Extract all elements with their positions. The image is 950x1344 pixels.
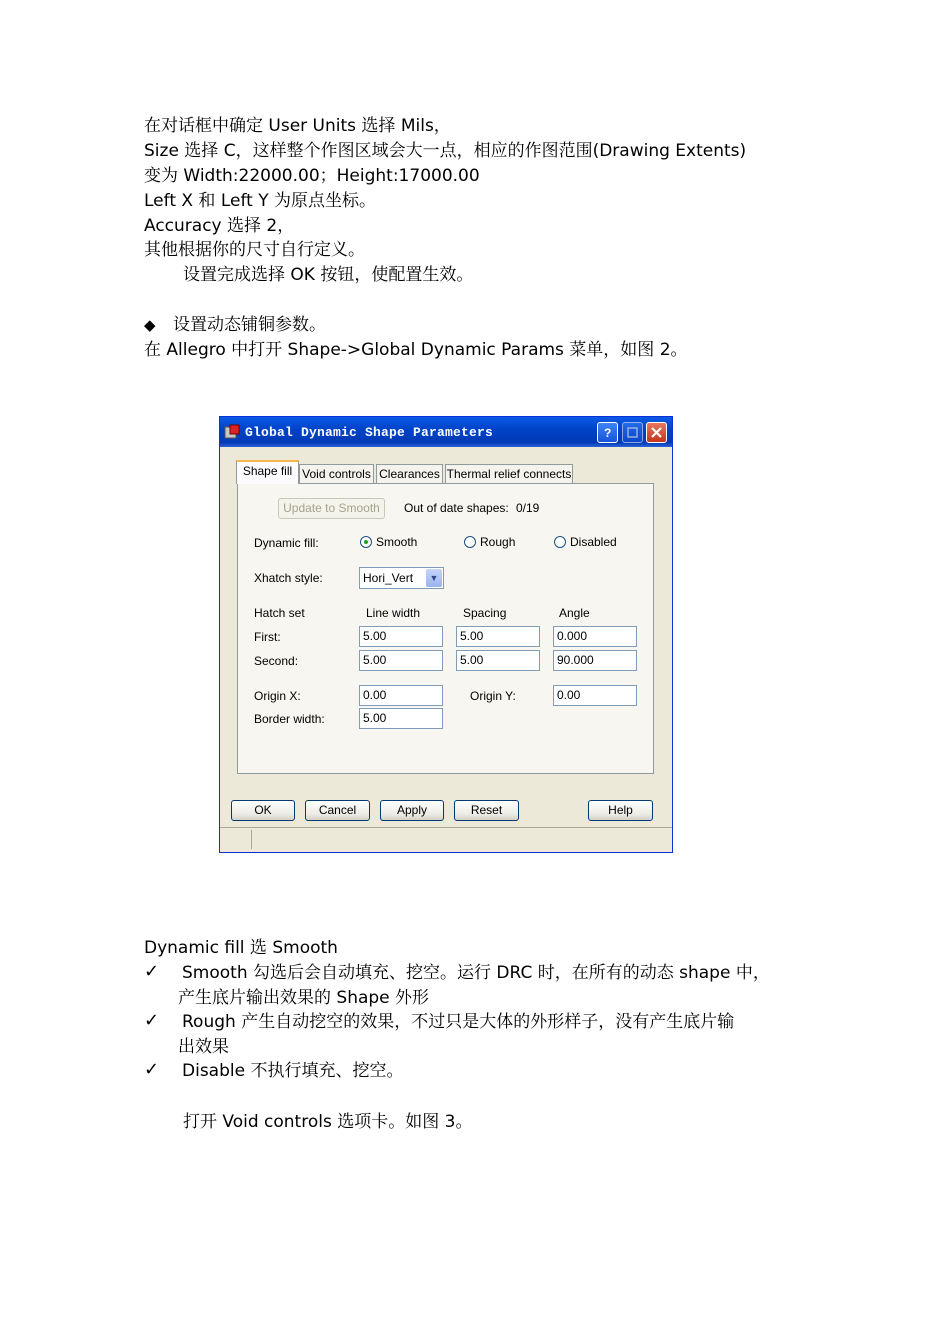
global-dynamic-shape-dialog [219,416,673,853]
tab-shape-fill[interactable]: Shape fill [236,460,299,484]
help-icon[interactable] [597,422,618,443]
border-width-input[interactable]: 5.00 [359,708,443,729]
rough-desc-line2: 出效果 [178,1037,229,1057]
out-of-date-value: 0/19 [516,501,540,515]
second-angle-input[interactable]: 90.000 [553,650,637,671]
paragraph-accuracy: Accuracy 选择 2， [144,216,295,236]
first-angle-input[interactable]: 0.000 [553,626,637,647]
radio-rough[interactable] [464,536,476,548]
xhatch-style-select[interactable] [359,567,444,589]
origin-x-input[interactable]: 0.00 [359,685,443,706]
second-spacing-input[interactable]: 5.00 [456,650,540,671]
dynamic-fill-label: Dynamic fill: [254,536,319,550]
angle-header: Angle [559,606,590,620]
shape-fill-panel [237,483,654,774]
paragraph-extents: 变为 Width:22000.00；Height:17000.00 [144,166,480,186]
app-icon [224,424,240,440]
tab-thermal-relief[interactable]: Thermal relief connects [445,464,573,483]
fill-heading: Dynamic fill 选 Smooth [144,938,338,958]
out-of-date-label: Out of date shapes: [404,501,509,515]
radio-smooth-label: Smooth [376,535,418,549]
tab-clearances[interactable]: Clearances [376,464,443,483]
tab-void-controls[interactable]: Void controls [299,464,374,483]
spacing-header: Spacing [463,606,507,620]
disable-desc-line1: Disable 不执行填充、挖空。 [182,1061,404,1081]
second-label: Second: [254,654,299,668]
radio-disabled[interactable] [554,536,566,548]
origin-x-label: Origin X: [254,689,301,703]
ok-button[interactable]: OK [231,800,295,821]
origin-y-input[interactable]: 0.00 [553,685,637,706]
border-width-label: Border width: [254,712,325,726]
maximize-icon[interactable] [622,422,643,443]
smooth-desc-line1: Smooth 勾选后会自动填充、挖空。运行 DRC 时，在所有的动态 shape 中， [182,963,770,983]
first-spacing-input[interactable]: 5.00 [456,626,540,647]
check-icon: ✓ [144,961,160,982]
chevron-down-icon[interactable]: ▼ [426,569,442,587]
update-to-smooth-button[interactable]: Update to Smooth [278,498,385,519]
bullet-heading: 设置动态铺铜参数。 [173,315,326,335]
paragraph-menu: 在 Allegro 中打开 Shape->Global Dynamic Params 菜单，如图 2。 [144,340,688,360]
cancel-button[interactable]: Cancel [305,800,370,821]
paragraph-user-units: 在对话框中确定 User Units 选择 Mils， [144,116,451,136]
help-button[interactable]: Help [588,800,653,821]
close-icon[interactable] [646,422,667,443]
smooth-desc-line2: 产生底片输出效果的 Shape 外形 [178,988,430,1008]
check-icon: ✓ [144,1010,160,1031]
diamond-bullet-icon: ◆ [144,316,156,334]
first-line-width-input[interactable]: 5.00 [359,626,443,647]
paragraph-other: 其他根据你的尺寸自行定义。 [144,240,365,260]
paragraph-left-xy: Left X 和 Left Y 为原点坐标。 [144,191,377,211]
radio-smooth[interactable] [360,536,372,548]
radio-disabled-label: Disabled [570,535,617,549]
line-width-header: Line width [366,606,421,620]
svg-text:?: ? [604,426,612,440]
paragraph-ok: 设置完成选择 OK 按钮，使配置生效。 [183,265,474,285]
origin-y-label: Origin Y: [470,689,516,703]
xhatch-style-value: Hori_Vert [363,571,414,585]
rough-desc-line1: Rough 产生自动挖空的效果，不过只是大体的外形样子，没有产生底片输 [182,1012,735,1032]
reset-button[interactable]: Reset [454,800,519,821]
status-bar [220,827,672,852]
hatch-set-label: Hatch set [254,606,305,620]
dialog-title: Global Dynamic Shape Parameters [245,425,494,440]
apply-button[interactable]: Apply [380,800,444,821]
second-line-width-input[interactable]: 5.00 [359,650,443,671]
first-label: First: [254,630,281,644]
xhatch-style-label: Xhatch style: [254,571,323,585]
check-icon: ✓ [144,1059,160,1080]
final-line: 打开 Void controls 选项卡。如图 3。 [183,1112,473,1132]
title-bar [220,417,672,447]
radio-rough-label: Rough [480,535,516,549]
paragraph-size: Size 选择 C，这样整个作图区域会大一点，相应的作图范围(Drawing Extents) [144,141,747,161]
